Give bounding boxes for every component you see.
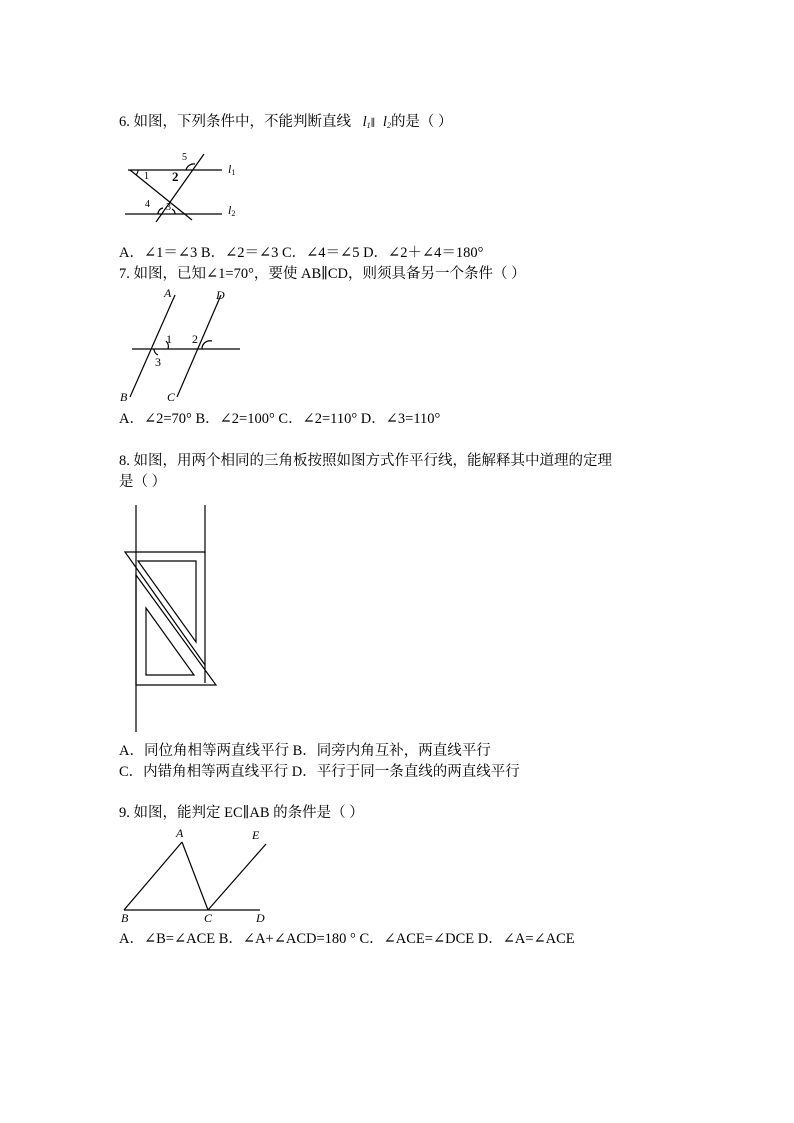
q6-label-l1: $l_1$ — [228, 162, 236, 177]
q7-figure — [120, 285, 250, 405]
q9-segment-ab — [124, 842, 182, 910]
q6-parallel-symbol: ∥ — [370, 118, 376, 129]
q7-options: A．∠2=70° B．∠2=100° C．∠2=110° D．∠3=110° — [119, 411, 441, 427]
q7-line-cd — [177, 295, 221, 397]
q7-angle-1: 1 — [166, 332, 172, 346]
q6-angle-1: 1 — [144, 171, 149, 182]
q8-stem-line1: 8. 如图，用两个相同的三角板按照如图方式作平行线，能解释其中道理的定理 — [119, 453, 612, 469]
q6-stem-prefix: 6. 如图，下列条件中，不能判断直线 — [119, 114, 351, 130]
q6-angle-arc-1 — [136, 170, 138, 175]
q8-triangle-lower-inner — [146, 608, 194, 675]
q9-label-e: E — [252, 828, 260, 842]
q6-line-l2: $l_2$ — [382, 114, 391, 130]
q9-stem: 9. 如图，能判定 EC∥AB 的条件是（ ） — [119, 805, 364, 821]
q9-label-b: B — [121, 911, 129, 925]
q6-options: A．∠1＝∠3 B．∠2＝∠3 C．∠4＝∠5 D．∠2＋∠4＝180° — [119, 245, 484, 261]
q9-options: A．∠B=∠ACE B．∠A+∠ACD=180 ° C．∠ACE=∠DCE D．∠A=∠ACE — [119, 931, 575, 947]
q7-angle-3: 3 — [155, 355, 161, 369]
q8-triangle-upper-inner — [138, 561, 196, 642]
q6-angle-2: 2 — [172, 169, 179, 184]
q9-segment-ce — [208, 844, 266, 910]
q8-options-line1: A．同位角相等两直线平行 B．同旁内角互补，两直线平行 — [119, 743, 491, 759]
q8-triangle-upper-outer — [125, 552, 205, 665]
q9-figure — [120, 830, 280, 920]
q7-label-c: C — [167, 390, 176, 404]
q7-stem: 7. 如图，已知∠1=70°，要使 AB∥CD，则须具备另一个条件（ ） — [119, 266, 526, 282]
q6-transversal-1 — [130, 170, 192, 220]
q7-label-b: B — [120, 390, 128, 404]
q9-label-d: D — [256, 911, 265, 925]
q6-stem — [119, 113, 453, 135]
q6-line-l1: $l_1$ — [362, 114, 371, 130]
q8-figure — [120, 505, 230, 735]
q6-label-l2: $l_2$ — [228, 203, 236, 218]
q7-angle-2: 2 — [192, 332, 198, 346]
q8-triangle-lower-outer — [136, 575, 216, 685]
q9-label-c: C — [204, 911, 213, 925]
q9-label-a: A — [176, 826, 184, 840]
q9-segment-ac — [182, 842, 208, 910]
q7-angle-arc-2 — [202, 341, 212, 349]
q8-stem-line2: 是（ ） — [119, 474, 167, 490]
q8-options-line2: C．内错角相等两直线平行 D．平行于同一条直线的两直线平行 — [119, 764, 520, 780]
q6-angle-3: 3 — [166, 202, 171, 213]
q7-label-a: A — [164, 286, 172, 300]
q6-stem-suffix: 的是（ ） — [390, 114, 453, 130]
q6-angle-4: 4 — [145, 199, 150, 210]
q6-transversal-2 — [156, 154, 204, 222]
q6-angle-arc-3 — [172, 209, 175, 214]
q7-label-d: D — [216, 288, 225, 302]
q6-angle-5: 5 — [182, 152, 187, 163]
